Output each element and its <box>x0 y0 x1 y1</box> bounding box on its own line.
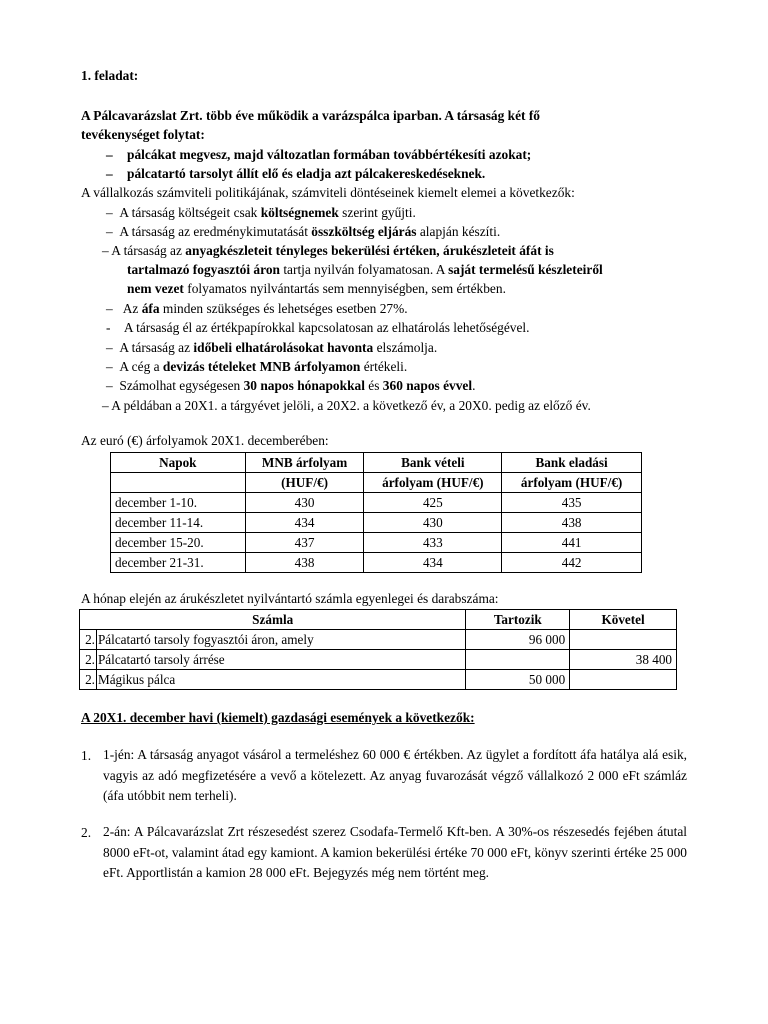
accounts-header: Számla <box>80 610 466 630</box>
accounts-header-row <box>80 610 677 630</box>
intro-bullet-2: – <box>106 166 113 181</box>
rates-header: árfolyam (HUF/€) <box>364 473 502 493</box>
rates-cell: 438 <box>502 513 642 533</box>
page-title: 1. feladat: <box>81 68 139 83</box>
rates-cell: december 21-31. <box>111 553 246 573</box>
accounts-cell: 2. <box>80 630 97 650</box>
accounts-cell: Pálcatartó tarsoly árrése <box>96 650 465 670</box>
rates-header: MNB árfolyam <box>245 453 364 473</box>
accounts-cell: 50 000 <box>466 670 570 690</box>
rates-header: árfolyam (HUF/€) <box>502 473 642 493</box>
accounts-cell: 2. <box>80 650 97 670</box>
table-row <box>80 670 677 690</box>
rates-cell: 438 <box>245 553 364 573</box>
intro-line-1: A Pálcavarázslat Zrt. több éve működik a varázspálca iparban. A társaság két fő <box>81 108 540 123</box>
policy-item-8: – Számolhat egységesen 30 napos hónapokkal és 360 napos évvel. <box>106 378 476 393</box>
accounts-cell <box>570 670 677 690</box>
table-row <box>111 493 642 513</box>
table-row <box>111 513 642 533</box>
rates-cell: december 11-14. <box>111 513 246 533</box>
policy-item-4: – Az áfa minden szükséges és lehetséges esetben 27%. <box>106 301 408 316</box>
intro-line-2: tevékenységet folytat: <box>81 127 205 142</box>
policy-item-1: – A társaság költségeit csak költségnemek szerint gyűjti. <box>106 205 416 220</box>
intro-bullet-1: – <box>106 147 113 162</box>
rates-header-row-2 <box>111 473 642 493</box>
accounts-cell: Pálcatartó tarsoly fogyasztói áron, amely <box>96 630 465 650</box>
rates-cell: 442 <box>502 553 642 573</box>
rates-cell: 433 <box>364 533 502 553</box>
rates-header: (HUF/€) <box>245 473 364 493</box>
events-title: A 20X1. december havi (kiemelt) gazdasági események a következők: <box>81 710 475 725</box>
rates-header: Napok <box>111 453 246 473</box>
rates-cell: 425 <box>364 493 502 513</box>
rates-header: Bank eladási <box>502 453 642 473</box>
policy-lead: A vállalkozás számviteli politikájának, számviteli döntéseinek kiemelt elemei a következők: <box>81 185 575 200</box>
table-row <box>111 553 642 573</box>
event-number: 1. <box>81 748 92 763</box>
accounts-cell: 96 000 <box>466 630 570 650</box>
rates-cell: 434 <box>245 513 364 533</box>
rates-table <box>110 452 642 573</box>
rates-cell: 437 <box>245 533 364 553</box>
table-row <box>111 533 642 553</box>
rates-caption: Az euró (€) árfolyamok 20X1. decemberében: <box>81 433 329 448</box>
accounts-header: Tartozik <box>466 610 570 630</box>
accounts-table <box>79 609 677 690</box>
event-text: 2-án: A Pálcavarázslat Zrt részesedést szerez Csodafa-Termelő Kft-ben. A 30%-os részesedés fejében átutal 8000 eFt-ot, valamint átad egy kamiont. A kamion bekerülési értéke 70 000 eFt, könyv szerinti értéke 25 000 eFt. Apportlistán a kamion 28 000 eFt. Bejegyzés még nem történt meg. <box>103 824 687 880</box>
event-number: 2. <box>81 825 92 840</box>
accounts-cell: 2. <box>80 670 97 690</box>
rates-cell: 435 <box>502 493 642 513</box>
accounts-header: Követel <box>570 610 677 630</box>
accounts-cell: 38 400 <box>570 650 677 670</box>
table-row <box>80 630 677 650</box>
policy-item-9: – A példában a 20X1. a tárgyévet jelöli, a 20X2. a következő év, a 20X0. pedig az előző év. <box>102 398 591 413</box>
policy-item-3-cont2: nem vezet folyamatos nyilvántartás sem mennyiségben, sem értékben. <box>127 281 506 296</box>
rates-cell: 441 <box>502 533 642 553</box>
rates-header <box>111 473 246 493</box>
rates-cell: 430 <box>245 493 364 513</box>
rates-cell: december 1-10. <box>111 493 246 513</box>
accounts-cell <box>466 650 570 670</box>
intro-bullet-2-text: pálcatartó tarsolyt állít elő és eladja azt pálcakereskedéseknek. <box>127 166 486 181</box>
rates-cell: 430 <box>364 513 502 533</box>
intro-bullet-1-text: pálcákat megvesz, majd változatlan formában továbbértékesíti azokat; <box>127 147 532 162</box>
rates-header-row-1 <box>111 453 642 473</box>
accounts-caption: A hónap elején az árukészletet nyilvántartó számla egyenlegei és darabszáma: <box>81 591 499 606</box>
rates-cell: december 15-20. <box>111 533 246 553</box>
policy-item-3-cont: tartalmazó fogyasztói áron tartja nyilván folyamatosan. A saját termelésű készleteiről <box>127 262 603 277</box>
rates-header: Bank vételi <box>364 453 502 473</box>
policy-item-5: - A társaság él az értékpapírokkal kapcsolatosan az elhatárolás lehetőségével. <box>106 320 530 335</box>
policy-item-6: – A társaság az időbeli elhatárolásokat havonta elszámolja. <box>106 340 438 355</box>
event-text: 1-jén: A társaság anyagot vásárol a termeléshez 60 000 € értékben. Az ügylet a fordított áfa hatálya alá esik, vagyis az adó megfizetésére a vevő a kötelezett. Az anyag fuvarozását végző vállalkozó 2 000 eFt számláz (áfa utóbbit nem terheli). <box>103 747 687 803</box>
accounts-cell: Mágikus pálca <box>96 670 465 690</box>
policy-item-7: – A cég a devizás tételeket MNB árfolyamon értékeli. <box>106 359 408 374</box>
table-row <box>80 650 677 670</box>
policy-item-2: – A társaság az eredménykimutatását összköltség eljárás alapján készíti. <box>106 224 501 239</box>
accounts-cell <box>570 630 677 650</box>
policy-item-3: – A társaság az anyagkészleteit tényleges bekerülési értéken, árukészleteit áfát is <box>102 243 554 258</box>
rates-cell: 434 <box>364 553 502 573</box>
